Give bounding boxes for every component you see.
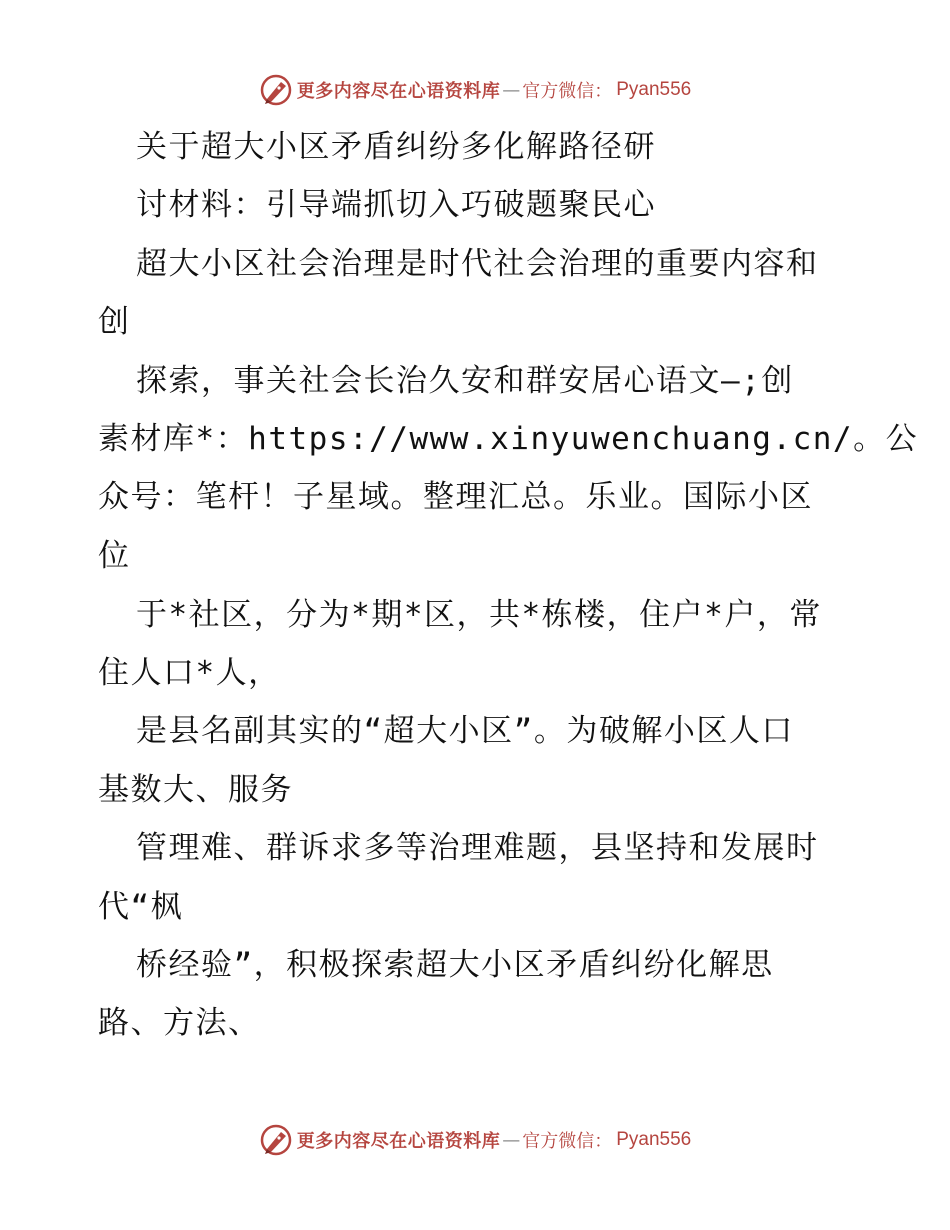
text-line: 超大小区社会治理是时代社会治理的重要内容和 — [136, 246, 819, 282]
text-line: 是县名副其实的“超大小区”。为破解小区人口 — [136, 713, 794, 749]
banner-wechat-id: Pyan556 — [616, 79, 692, 100]
banner-colon: ： — [594, 1131, 613, 1152]
text-line: 众号：笔杆！子星域。整理汇总。乐业。国际小区 — [98, 479, 813, 515]
banner-colon: ： — [594, 81, 613, 102]
banner-wechat-label: 官方微信 — [522, 81, 595, 102]
banner-separator: — — [502, 79, 521, 101]
text-line: 讨材料：引导端抓切入巧破题聚民心 — [136, 187, 656, 223]
text-line: 关于超大小区矛盾纠纷多化解路径研 — [136, 129, 656, 165]
banner-wechat-id: Pyan556 — [616, 1129, 692, 1150]
text-line: 代“枫 — [98, 889, 184, 925]
text-line: 路、方法、 — [98, 1005, 261, 1041]
banner-main-text: 更多内容尽在心语资料库 — [296, 81, 501, 102]
banner-wechat-label: 官方微信 — [522, 1131, 595, 1152]
text-line: 创 — [98, 304, 131, 340]
text-line: 探索，事关社会长治久安和群安居心语文—;创 — [136, 363, 794, 399]
text-line: 基数大、服务 — [98, 772, 293, 808]
text-line: 桥经验”，积极探索超大小区矛盾纠纷化解思 — [136, 947, 774, 983]
pen-nib-logo-icon — [259, 1123, 293, 1157]
footer-banner — [0, 1120, 950, 1160]
banner-main-text: 更多内容尽在心语资料库 — [296, 1131, 501, 1152]
banner-separator: — — [502, 1129, 521, 1151]
text-line: 管理难、群诉求多等治理难题，县坚持和发展时 — [136, 830, 819, 866]
text-line: 素材库*：https://www.xinyuwenchuang.cn/。公 — [98, 421, 919, 457]
text-line: 于*社区，分为*期*区，共*栋楼，住户*户，常 — [136, 597, 822, 633]
text-line: 位 — [98, 538, 131, 574]
text-line: 住人口*人， — [98, 655, 281, 691]
